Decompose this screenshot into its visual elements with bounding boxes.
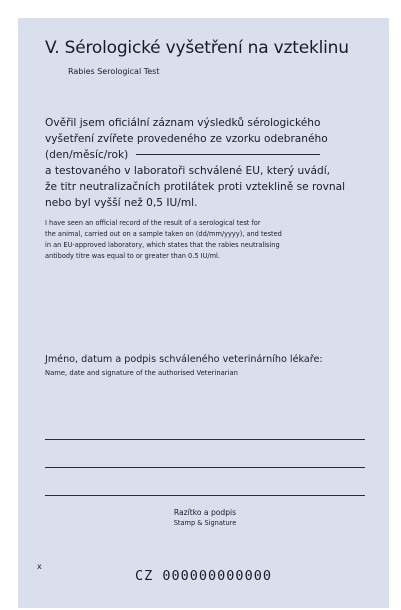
sample-date-field[interactable]: [136, 154, 320, 155]
statement-english: [45, 218, 345, 262]
signature-line-signature[interactable]: [45, 495, 365, 496]
statement-cz-line: Ověřil jsem oficiální záznam výsledků sérologického: [45, 117, 321, 129]
statement-en-line: antibody titre was equal to or greater than 0.5 IU/ml.: [45, 252, 220, 260]
veterinarian-label-english: Name, date and signature of the authorised Veterinarian: [45, 369, 238, 377]
statement-en-line: I have seen an official record of the result of a serological test for: [45, 219, 261, 227]
signature-line-name[interactable]: [45, 439, 365, 440]
statement-en-line: the animal, carried out on a sample taken on (dd/mm/yyyy), and tested: [45, 230, 282, 238]
signature-line-date[interactable]: [45, 467, 365, 468]
page-mark: x: [37, 562, 42, 571]
section-title: V. Sérologické vyšetření na vzteklinu: [45, 38, 349, 58]
passport-page: [18, 18, 389, 608]
statement-cz-line: [45, 147, 385, 163]
statement-czech: [45, 115, 385, 211]
statement-cz-line: nebo byl vyšší než 0,5 IU/ml.: [45, 197, 198, 209]
statement-cz-line: vyšetření zvířete provedeného ze vzorku odebraného: [45, 133, 328, 145]
section-subtitle: Rabies Serological Test: [68, 67, 160, 76]
date-format-label: (den/měsíc/rok): [45, 149, 129, 161]
statement-cz-line: že titr neutralizačních protilátek proti vzteklině se rovnal: [45, 181, 346, 193]
stamp-label: Razítko a podpis: [173, 508, 237, 517]
stamp-label-english: Stamp & Signature: [173, 519, 237, 527]
passport-serial-number: CZ 000000000000: [135, 568, 272, 584]
statement-cz-line: a testovaného v laboratoři schválené EU, který uvádí,: [45, 165, 331, 177]
statement-en-line: in an EU-approved laboratory, which states that the rabies neutralising: [45, 241, 280, 249]
veterinarian-label: Jméno, datum a podpis schváleného veterinárního lékaře:: [45, 354, 323, 365]
stamp-area: [45, 508, 365, 528]
